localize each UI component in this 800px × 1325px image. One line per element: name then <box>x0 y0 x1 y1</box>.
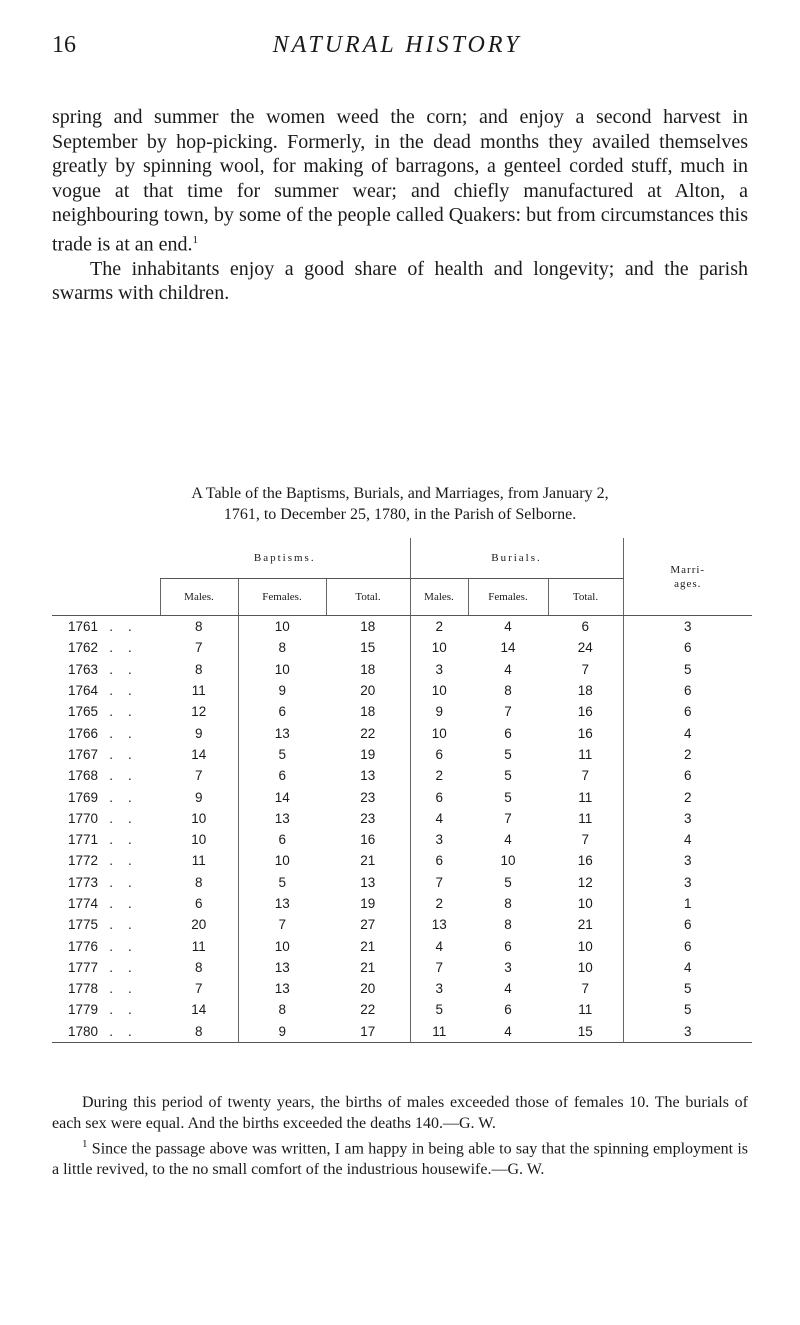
year-value: 1764 <box>68 683 99 699</box>
baptisms-males-cell: 10 <box>191 832 207 848</box>
baptisms-males-cell: 9 <box>194 725 203 741</box>
baptisms-total-cell: 18 <box>360 704 376 720</box>
baptisms-total-cell: 18 <box>360 661 376 677</box>
baptisms-females-cell: 6 <box>238 829 326 850</box>
year-leader-dots: . . <box>98 874 132 890</box>
marriages-cell: 6 <box>623 935 752 956</box>
marriages-cell: 3 <box>623 808 752 829</box>
table-row <box>52 978 752 999</box>
burials-males-cell: 2 <box>410 616 468 638</box>
baptisms-total-cell: 22 <box>360 725 376 741</box>
footnote-mark[interactable]: 1 <box>192 233 198 246</box>
year-cell <box>52 978 160 999</box>
marriages-cell: 6 <box>623 637 752 658</box>
year-value: 1777 <box>68 959 99 975</box>
table-row <box>52 786 752 807</box>
burials-total-cell: 7 <box>581 981 589 997</box>
burials-males-cell: 10 <box>410 722 468 743</box>
burials-males-cell: 10 <box>410 637 468 658</box>
burials-males-cell: 13 <box>410 914 468 935</box>
burials-females-cell: 10 <box>500 853 516 869</box>
baptisms-males-cell: 7 <box>194 768 203 784</box>
baptisms-males-cell: 8 <box>194 661 203 677</box>
year-leader-dots: . . <box>98 768 132 784</box>
table-row <box>52 808 752 829</box>
year-leader-dots: . . <box>98 810 132 826</box>
burials-total-cell: 10 <box>577 938 593 954</box>
year-cell <box>52 659 160 680</box>
table-caption <box>52 483 748 525</box>
burials-females-cell: 6 <box>504 725 512 741</box>
year-value: 1766 <box>68 725 99 741</box>
baptisms-females-cell: 10 <box>238 935 326 956</box>
table-row <box>52 659 752 680</box>
baptisms-males-cell: 9 <box>194 789 203 805</box>
year-value: 1776 <box>68 938 99 954</box>
year-value: 1774 <box>68 896 99 911</box>
burials-males-cell: 10 <box>410 680 468 701</box>
table-body <box>52 616 752 1043</box>
year-leader-dots: . . <box>98 704 132 720</box>
marriages-cell: 6 <box>623 765 752 786</box>
baptisms-females-cell: 13 <box>238 808 326 829</box>
table-row <box>52 1021 752 1043</box>
burials-males-cell: 3 <box>410 659 468 680</box>
year-cell <box>52 999 160 1020</box>
baptisms-females-cell: 9 <box>238 680 326 701</box>
baptisms-males-cell: 8 <box>194 959 203 975</box>
baptisms-females-cell: 6 <box>238 765 326 786</box>
burials-total-cell: 7 <box>581 661 589 677</box>
year-value: 1771 <box>68 832 99 848</box>
baptisms-males-cell: 14 <box>191 1002 207 1018</box>
year-cell <box>52 914 160 935</box>
marriages-cell: 2 <box>623 786 752 807</box>
marriages-cell: 6 <box>623 680 752 701</box>
baptisms-females-cell: 7 <box>238 914 326 935</box>
burials-females-cell: 14 <box>500 640 516 656</box>
year-leader-dots: . . <box>98 981 132 997</box>
page-header <box>52 28 742 68</box>
footnote-1 <box>52 1134 748 1180</box>
table-row <box>52 999 752 1020</box>
table-row <box>52 765 752 786</box>
burials-females-cell: 8 <box>504 917 512 933</box>
burials-females-cell: 7 <box>504 704 512 720</box>
baptisms-males-cell: 11 <box>191 683 206 699</box>
table-row <box>52 893 752 914</box>
burials-females-cell: 4 <box>504 619 512 635</box>
burials-total-cell: 10 <box>577 959 593 975</box>
baptisms-total-cell: 19 <box>360 896 376 911</box>
baptisms-females-cell: 8 <box>238 637 326 658</box>
table-row <box>52 616 752 638</box>
burials-females-header: Females. <box>468 579 548 616</box>
table-row <box>52 935 752 956</box>
paragraph-1-text: spring and summer the women weed the corn; and enjoy a second harvest in September by hop-picking. Formerly, in the dead months they availed themselves greatly by spinning wool, for making of barragons, a genteel corded stuff, much in vogue at that time for summer wear; and chiefly manufactured at Alton, a neighbouring town, by some of the people called Quakers: but from circumstances this trade is at an end. <box>52 106 748 256</box>
baptisms-males-cell: 20 <box>191 917 207 933</box>
baptisms-total-cell: 21 <box>360 853 376 869</box>
baptisms-total-cell: 13 <box>360 768 376 784</box>
baptisms-females-cell: 5 <box>238 872 326 893</box>
baptisms-males-cell: 11 <box>191 853 206 869</box>
year-value: 1762 <box>68 640 99 656</box>
baptisms-total-cell: 21 <box>360 959 376 975</box>
year-value: 1778 <box>68 981 99 997</box>
year-cell <box>52 765 160 786</box>
footnote-1-mark: 1 <box>82 1138 88 1150</box>
year-value: 1769 <box>68 789 99 805</box>
year-leader-dots: . . <box>98 640 132 656</box>
baptisms-females-cell: 13 <box>238 957 326 978</box>
footnote-summary: During this period of twenty years, the births of males exceeded those of females 10. The burials of each sex were equal. And the births exceeded the deaths 140.—G. W. <box>52 1094 748 1132</box>
burials-total-cell: 7 <box>581 768 589 784</box>
baptisms-males-header: Males. <box>160 579 238 616</box>
table-row <box>52 722 752 743</box>
caption-line-2: 1761, to December 25, 1780, in the Parish of Selborne. <box>223 506 577 523</box>
burials-males-header: Males. <box>410 579 468 616</box>
burials-males-cell: 3 <box>410 978 468 999</box>
baptisms-total-cell: 13 <box>360 874 376 890</box>
table-row <box>52 914 752 935</box>
burials-males-cell: 11 <box>410 1021 468 1043</box>
marriages-header-line-2: ages. <box>674 577 702 590</box>
baptisms-females-cell: 13 <box>238 978 326 999</box>
burials-males-cell: 2 <box>410 893 468 914</box>
baptisms-females-cell: 10 <box>238 659 326 680</box>
baptisms-females-cell: 8 <box>238 999 326 1020</box>
baptisms-total-cell: 17 <box>360 1023 376 1039</box>
year-leader-dots: . . <box>98 789 132 805</box>
burials-total-cell: 16 <box>577 704 593 720</box>
baptisms-females-cell: 5 <box>238 744 326 765</box>
year-leader-dots: . . <box>98 853 132 869</box>
burials-males-cell: 6 <box>410 744 468 765</box>
baptisms-females-header: Females. <box>238 579 326 616</box>
table-row <box>52 637 752 658</box>
baptisms-total-cell: 27 <box>360 917 376 933</box>
burials-total-cell: 10 <box>577 896 593 911</box>
table-row <box>52 957 752 978</box>
baptisms-total-cell: 18 <box>360 619 376 635</box>
table-row <box>52 850 752 871</box>
year-value: 1772 <box>68 853 99 869</box>
marriages-cell: 3 <box>623 850 752 871</box>
baptisms-total-cell: 23 <box>360 810 376 826</box>
year-leader-dots: . . <box>98 619 132 635</box>
burials-females-cell: 4 <box>504 661 512 677</box>
year-leader-dots: . . <box>98 1023 132 1039</box>
year-cell <box>52 872 160 893</box>
year-cell <box>52 808 160 829</box>
burials-males-cell: 4 <box>410 935 468 956</box>
burials-total-cell: 7 <box>581 832 589 848</box>
baptisms-males-cell: 11 <box>191 938 206 954</box>
burials-females-cell: 5 <box>504 746 512 762</box>
baptisms-total-cell: 22 <box>360 1002 376 1018</box>
burials-females-cell: 3 <box>504 959 512 975</box>
burials-females-cell: 6 <box>504 938 512 954</box>
year-cell <box>52 893 160 914</box>
year-value: 1779 <box>68 1002 99 1018</box>
baptisms-total-cell: 19 <box>360 746 376 762</box>
year-cell <box>52 850 160 871</box>
register-table <box>52 538 752 1043</box>
burials-total-cell: 24 <box>577 640 593 656</box>
burials-header: Burials. <box>410 538 623 579</box>
paragraph-2: The inhabitants enjoy a good share of health and longevity; and the parish swarms with children. <box>52 257 748 305</box>
year-cell <box>52 701 160 722</box>
body-text <box>52 105 748 306</box>
baptisms-females-cell: 13 <box>238 893 326 914</box>
year-value: 1763 <box>68 661 99 677</box>
year-value: 1775 <box>68 917 99 933</box>
burials-males-cell: 9 <box>410 701 468 722</box>
marriages-cell: 4 <box>623 957 752 978</box>
marriages-cell: 1 <box>623 893 752 914</box>
year-leader-dots: . . <box>98 661 132 677</box>
burials-females-cell: 5 <box>504 768 512 784</box>
year-cell <box>52 616 160 638</box>
burials-total-cell: 15 <box>577 1023 593 1039</box>
footnote-1-text: Since the passage above was written, I am happy in being able to say that the spinning employment is a little revived, to the no small comfort of the industrious housewife.—G. W. <box>52 1140 748 1178</box>
marriages-cell: 5 <box>623 999 752 1020</box>
footnotes <box>52 1093 748 1180</box>
marriages-cell: 2 <box>623 744 752 765</box>
baptisms-males-cell: 14 <box>191 746 207 762</box>
year-cell <box>52 637 160 658</box>
baptisms-females-cell: 10 <box>238 616 326 638</box>
year-header <box>52 538 160 616</box>
baptisms-males-cell: 7 <box>194 981 203 997</box>
burials-total-cell: 11 <box>578 1002 593 1018</box>
burials-total-header: Total. <box>548 579 623 616</box>
year-leader-dots: . . <box>98 959 132 975</box>
burials-males-cell: 7 <box>410 957 468 978</box>
year-cell <box>52 935 160 956</box>
marriages-cell: 5 <box>623 978 752 999</box>
baptisms-total-cell: 16 <box>360 832 376 848</box>
table-row <box>52 872 752 893</box>
burials-females-cell: 5 <box>504 789 512 805</box>
baptisms-males-cell: 10 <box>191 810 207 826</box>
baptisms-total-cell: 15 <box>360 640 376 656</box>
burials-males-cell: 2 <box>410 765 468 786</box>
marriages-cell: 6 <box>623 914 752 935</box>
burials-total-cell: 11 <box>578 810 593 826</box>
year-cell <box>52 680 160 701</box>
baptisms-males-cell: 8 <box>194 874 203 890</box>
burials-males-cell: 4 <box>410 808 468 829</box>
burials-males-cell: 5 <box>410 999 468 1020</box>
year-cell <box>52 829 160 850</box>
year-cell <box>52 786 160 807</box>
baptisms-header: Baptisms. <box>160 538 410 579</box>
baptisms-females-cell: 9 <box>238 1021 326 1043</box>
year-value: 1773 <box>68 874 99 890</box>
burials-total-cell: 12 <box>577 874 593 890</box>
marriages-header-line-1: Marri- <box>670 563 706 576</box>
burials-females-cell: 7 <box>504 810 512 826</box>
year-leader-dots: . . <box>98 683 132 699</box>
marriages-header <box>623 538 752 616</box>
baptisms-males-cell: 7 <box>194 640 203 656</box>
marriages-cell: 3 <box>623 872 752 893</box>
year-value: 1770 <box>68 810 99 826</box>
year-cell <box>52 957 160 978</box>
table-row <box>52 701 752 722</box>
baptisms-males-cell: 8 <box>194 1023 203 1039</box>
paragraph-1 <box>52 105 748 257</box>
burials-males-cell: 7 <box>410 872 468 893</box>
marriages-cell: 6 <box>623 701 752 722</box>
baptisms-males-cell: 6 <box>194 896 203 911</box>
burials-total-cell: 21 <box>577 917 593 933</box>
year-value: 1780 <box>68 1023 99 1039</box>
baptisms-total-cell: 21 <box>360 938 376 954</box>
burials-females-cell: 4 <box>504 1023 512 1039</box>
burials-females-cell: 8 <box>504 683 512 699</box>
marriages-cell: 4 <box>623 722 752 743</box>
baptisms-total-cell: 20 <box>360 981 376 997</box>
marriages-cell: 5 <box>623 659 752 680</box>
year-leader-dots: . . <box>98 832 132 848</box>
year-value: 1768 <box>68 768 99 784</box>
baptisms-females-cell: 6 <box>238 701 326 722</box>
table-row <box>52 680 752 701</box>
caption-line-1: A Table of the Baptisms, Burials, and Marriages, from January 2, <box>191 485 609 502</box>
year-value: 1765 <box>68 704 99 720</box>
year-leader-dots: . . <box>98 1002 132 1018</box>
running-title: NATURAL HISTORY <box>272 32 522 58</box>
baptisms-females-cell: 10 <box>238 850 326 871</box>
burials-total-cell: 18 <box>577 683 593 699</box>
burials-females-cell: 5 <box>504 874 512 890</box>
baptisms-females-cell: 14 <box>238 786 326 807</box>
year-leader-dots: . . <box>98 896 132 911</box>
baptisms-females-cell: 13 <box>238 722 326 743</box>
baptisms-total-cell: 23 <box>360 789 376 805</box>
marriages-cell: 3 <box>623 1021 752 1043</box>
burials-total-cell: 11 <box>578 746 593 762</box>
year-leader-dots: . . <box>98 938 132 954</box>
marriages-cell: 4 <box>623 829 752 850</box>
burials-total-cell: 6 <box>581 619 589 635</box>
burials-males-cell: 6 <box>410 850 468 871</box>
table-row <box>52 829 752 850</box>
baptisms-males-cell: 12 <box>191 704 207 720</box>
burials-males-cell: 3 <box>410 829 468 850</box>
year-cell <box>52 1021 160 1043</box>
baptisms-total-header: Total. <box>326 579 410 616</box>
year-cell <box>52 744 160 765</box>
burials-females-cell: 6 <box>504 1002 512 1018</box>
table-row <box>52 744 752 765</box>
year-leader-dots: . . <box>98 746 132 762</box>
marriages-cell: 3 <box>623 616 752 638</box>
burials-total-cell: 11 <box>578 789 593 805</box>
year-value: 1767 <box>68 746 99 762</box>
burials-females-cell: 8 <box>504 896 512 911</box>
burials-males-cell: 6 <box>410 786 468 807</box>
baptisms-males-cell: 8 <box>194 619 203 635</box>
burials-total-cell: 16 <box>577 853 593 869</box>
burials-females-cell: 4 <box>504 832 512 848</box>
page-number: 16 <box>52 32 76 58</box>
baptisms-total-cell: 20 <box>360 683 376 699</box>
year-value: 1761 <box>68 619 99 635</box>
burials-females-cell: 4 <box>504 981 512 997</box>
year-leader-dots: . . <box>98 917 132 933</box>
year-cell <box>52 722 160 743</box>
year-leader-dots: . . <box>98 725 132 741</box>
burials-total-cell: 16 <box>577 725 593 741</box>
